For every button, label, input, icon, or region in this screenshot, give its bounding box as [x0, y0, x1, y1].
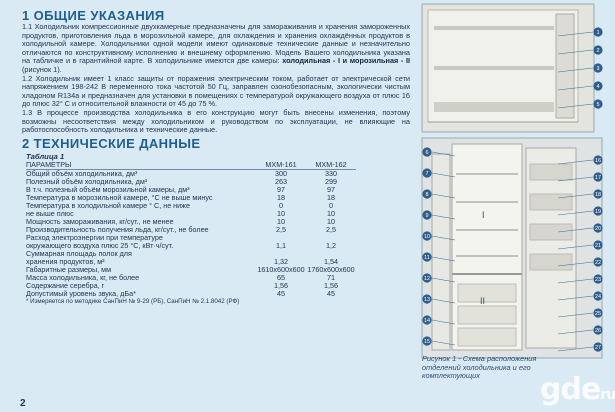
header-model-162: МХМ-162: [306, 161, 356, 170]
header-params: ПАРАМЕТРЫ: [26, 161, 256, 170]
value-161: 1610x600x600: [257, 264, 305, 274]
callout-number: 8: [425, 192, 429, 199]
callout-number: 5: [596, 102, 600, 109]
callout-number: 3: [596, 66, 600, 73]
callout-number: 11: [424, 255, 430, 262]
callout-number: 13: [423, 297, 431, 304]
figure-caption: Рисунок 1 - Схема расположения отделений холодильника и его комплектующих: [422, 354, 537, 381]
callout-number: 27: [594, 345, 602, 352]
text-column: [22, 8, 410, 305]
callout-number: 17: [594, 175, 602, 182]
value-162: 1,56: [324, 280, 338, 290]
param-name: Температура в холодильной камере ° С, не ниже: [26, 200, 190, 210]
callout-number: 15: [423, 339, 431, 346]
callout-number: 19: [594, 209, 602, 216]
header-model-161: МХМ-161: [256, 161, 306, 170]
chamber-label-I: I: [482, 210, 485, 220]
callout-number: 22: [594, 260, 602, 267]
param-name: Масса холодильника, кг, не более: [26, 272, 140, 282]
callout-number: 21: [594, 243, 602, 250]
value-161: 10: [277, 208, 285, 218]
value-161: 18: [277, 192, 285, 202]
value-161: 263: [275, 176, 287, 186]
param-name: Общий объём холодильника, дм³: [26, 169, 256, 178]
value-161: 0: [279, 200, 283, 210]
value-161: 2,5: [276, 224, 286, 234]
chamber-label-II: II: [480, 296, 486, 306]
chambers-bold: холодильная - I и морозильная - II: [282, 56, 411, 66]
value-161: 300: [256, 169, 306, 178]
callout-number: 14: [423, 318, 431, 325]
value-162: 0: [329, 200, 333, 210]
section1-title: 1 ОБЩИЕ УКАЗАНИЯ: [22, 8, 165, 23]
value-161: 45: [277, 288, 285, 298]
value-162: 10: [327, 208, 335, 218]
param-name: В т.ч. полезный объём морозильной камеры, дм³: [26, 184, 190, 194]
param-name: Расход электроэнергии при температуре: [26, 232, 163, 242]
section2-title: 2 ТЕХНИЧЕСКИЕ ДАННЫЕ: [22, 135, 201, 151]
table-row: [26, 202, 356, 210]
value-162: 10: [327, 216, 335, 226]
value-161: 1,32: [274, 256, 288, 266]
callout-number: 6: [425, 150, 429, 157]
param-name: Допустимый уровень звука, дБа*: [26, 288, 136, 298]
callout-number: 20: [594, 226, 602, 233]
callout-number: 23: [594, 277, 602, 284]
callout-number: 7: [425, 171, 429, 178]
paragraph-1-3: 1.3 В процессе производства холодильника в его конструкцию могут быть внесены изменения, поэтому возможны несоответствия между холодильником и руководством по эксплуатации, не влияющие на работоспособность холодильника и технические данные.: [22, 107, 410, 135]
value-162: 71: [327, 272, 335, 282]
table-header-row: [26, 161, 356, 170]
callout-number: 24: [594, 294, 602, 301]
value-162: 18: [327, 192, 335, 202]
callout-number: 10: [423, 234, 431, 241]
param-name: Суммарная площадь полок для: [26, 248, 132, 258]
table-row: [26, 290, 356, 298]
callout-number: 12: [423, 276, 431, 283]
callout-number: 2: [596, 48, 600, 55]
param-name: Содержание серебра, г: [26, 280, 105, 290]
param-name: хранения продуктов, м²: [26, 256, 105, 266]
footnote: * Измеряется по методике СанПиН № 9-29 (РБ), СанПиН № 2.1.8042 (РФ): [26, 297, 240, 305]
page-number: 2: [20, 398, 26, 409]
callout-number: 26: [594, 328, 602, 335]
value-162: 1,2: [326, 240, 336, 250]
paragraph-1-1: 1.1 Холодильник компрессионные двухкамерные предназначены для замораживания и хранения замороженных продуктов, приготовления льда в морозильной камере, для охлаждения и хранения охлаждённых продуктов в холодильной камере. Холодильники одной модели имеют одинаковые технические данные и незначительно отличаются по конструктивному исполнению и внешнему оформлению. Модель Вашего холодильника указана на табличке и в гарантийной карте. В холодильнике имеются две камеры: холодильная - I и морозильная - II (рисунок 1).: [22, 22, 411, 74]
param-name: Производительность получения льда, кг/сут., не более: [26, 224, 209, 234]
value-162: 299: [325, 176, 337, 186]
param-name: Габаритные размеры, мм: [26, 264, 112, 274]
value-162: 1760x600x600: [307, 264, 355, 274]
callout-number: 16: [594, 158, 602, 165]
value-162: 1,54: [324, 256, 338, 266]
callout-number: 1: [596, 30, 600, 37]
param-name: Мощность замораживания, кг/сут., не менее: [26, 216, 174, 226]
param-name: Температура в морозильной камере, °С не выше минус: [26, 192, 213, 202]
watermark-logo: gderu: [540, 372, 615, 407]
callout-number: 9: [425, 213, 429, 220]
value-162: 2,5: [326, 224, 336, 234]
refrigerator-diagram: [418, 4, 606, 408]
value-162: 330: [306, 169, 356, 178]
value-161: 1,56: [274, 280, 288, 290]
value-161: 10: [277, 216, 285, 226]
value-161: 97: [277, 184, 285, 194]
value-161: 65: [277, 272, 285, 282]
param-name: Полезный объём холодильника, дм³: [26, 176, 148, 186]
paragraph-1-2: 1.2 Холодильник имеет 1 класс защиты от поражения электрическим током, работает от электрической сети напряжением 198-242 В переменного тока частотой 50 Гц, заправлен озонобезопасным, экологически чистым хладоном R134a и предназначен для установки в помещениях с температурой окружающего воздуха от плюс 16 до плюс 32° С и относительной влажности от 45 до 75 %.: [22, 73, 410, 109]
callout-number: 4: [596, 84, 600, 91]
tech-data-table: [26, 161, 356, 298]
callout-number: 25: [594, 311, 602, 318]
param-name: окружающего воздуха плюс 25 °С, кВт·ч/сут.: [26, 240, 174, 250]
value-161: 1,1: [276, 240, 286, 250]
value-162: 97: [327, 184, 335, 194]
param-name: не выше плюс: [26, 208, 74, 218]
value-162: 45: [327, 288, 335, 298]
callout-number: 18: [594, 192, 602, 199]
table-caption: Таблица 1: [26, 151, 65, 161]
